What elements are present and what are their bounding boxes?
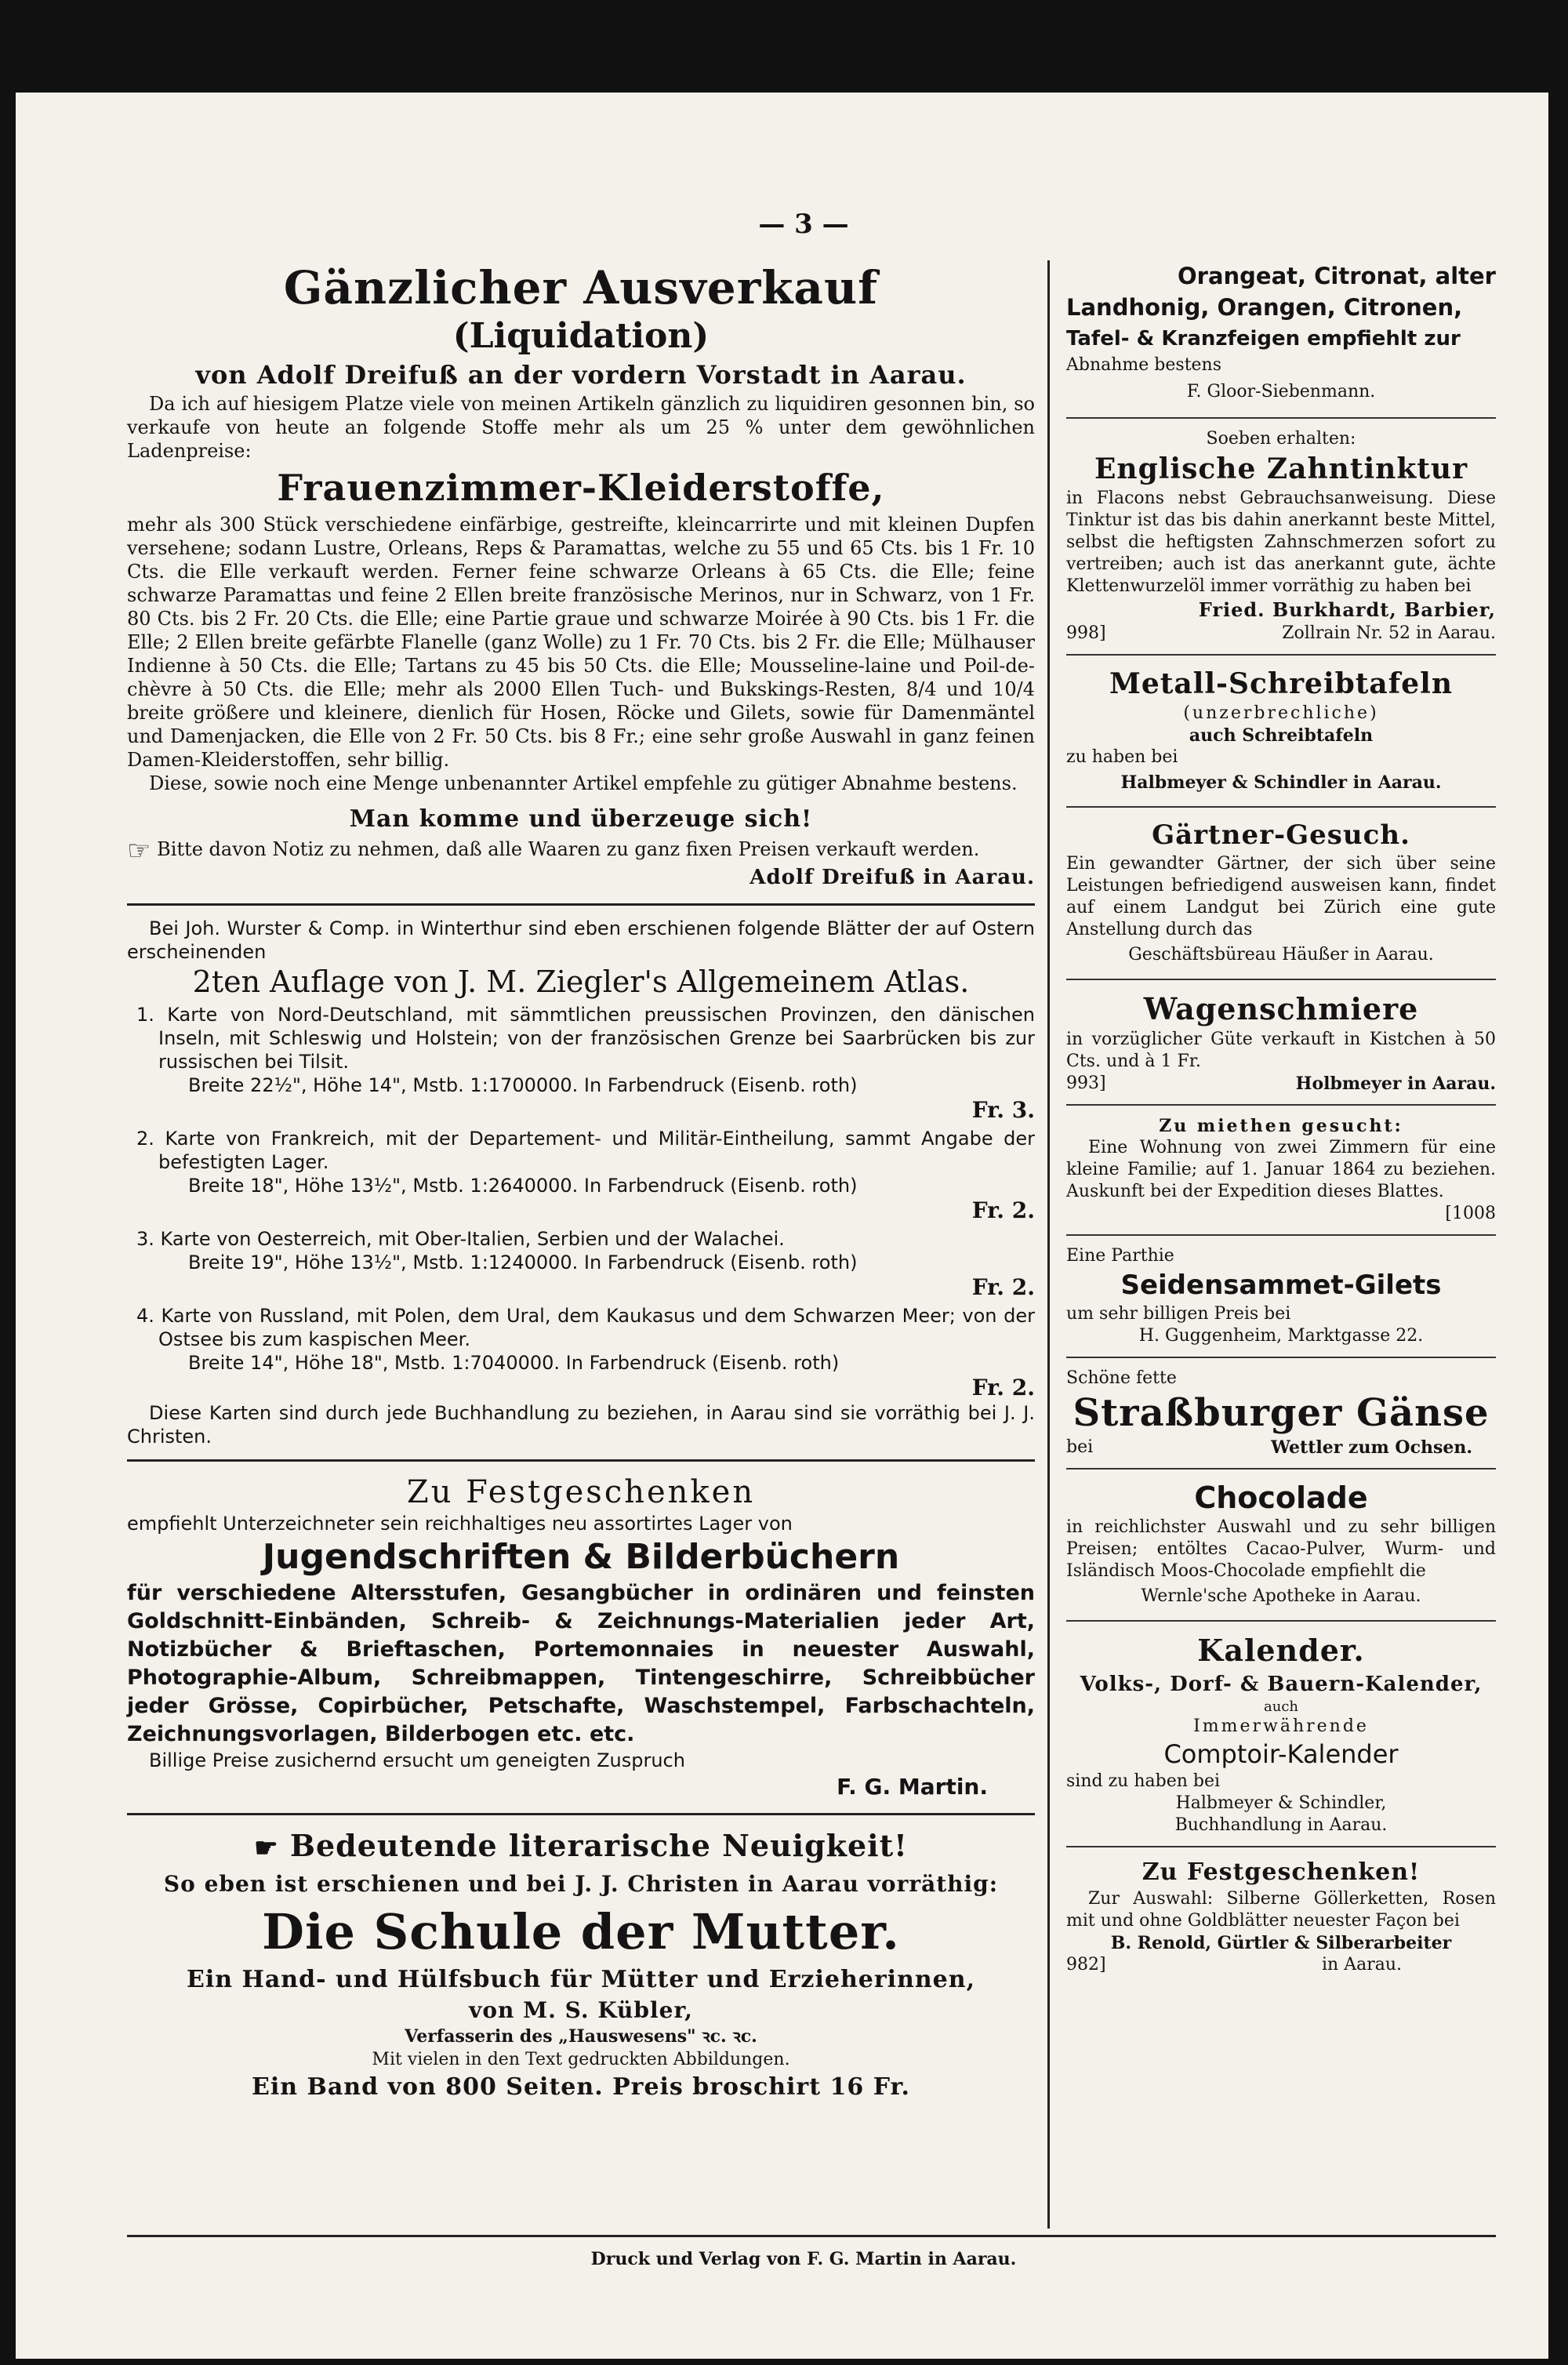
schreibtafeln-line2: zu haben bei bbox=[1066, 747, 1178, 767]
festgeschenke-number: 982] bbox=[1066, 1955, 1106, 1974]
wagenschmiere-body: in vorzüglicher Güte verkauft in Kistchen à 50 Cts. und à 1 Fr. bbox=[1066, 1030, 1496, 1071]
gilets-intro: Eine Parthie bbox=[1066, 1246, 1174, 1266]
kalender-line3: Immerwährende bbox=[1193, 1717, 1369, 1736]
zahntinktur-signature: Fried. Burkhardt, Barbier, bbox=[1198, 598, 1496, 621]
orangeat-line4: Abnahme bestens bbox=[1066, 355, 1222, 375]
festgeschenke-title: Zu Festgeschenken! bbox=[1142, 1858, 1421, 1886]
right-column bbox=[1066, 260, 1496, 1976]
atlas-item bbox=[127, 1003, 1035, 1124]
pointing-hand-icon: ☛ bbox=[254, 1833, 279, 1864]
book-intro: So eben ist erschienen und bei J. J. Christen in Aarau vorräthig: bbox=[163, 1871, 999, 1897]
liquidation-subtitle: (Liquidation) bbox=[452, 316, 710, 356]
atlas-item bbox=[127, 1127, 1035, 1224]
pointing-hand-icon: ☞ bbox=[127, 834, 151, 866]
book-title: Die Schule der Mutter. bbox=[262, 1903, 900, 1960]
gilets-title: Seidensammet-Gilets bbox=[1120, 1270, 1442, 1301]
gaertner-body: Ein gewandter Gärtner, der sich über seine Leistungen befriedigend ausweisen kann, findet auf einem Landgut bei Zürich eine gute Anstellung durch das bbox=[1066, 854, 1496, 939]
atlas-item-text: 2. Karte von Frankreich, mit der Departement- und Militär-Eintheilung, sammt Angabe der befestigten Lager. bbox=[136, 1127, 1035, 1173]
ad-liquidation bbox=[127, 260, 1035, 892]
zahntinktur-intro: Soeben erhalten: bbox=[1206, 429, 1356, 449]
gilets-body: um sehr billigen Preis bei bbox=[1066, 1304, 1291, 1324]
zahntinktur-title: Englische Zahntinktur bbox=[1094, 452, 1468, 485]
atlas-item-text: 1. Karte von Nord-Deutschland, mit sämmtlichen preussischen Provinzen, den dänischen Inseln, mit Schleswig und Holstein; von der französischen Grenze bei Saarbrücken bis zur russischen bei Tilsit. bbox=[136, 1003, 1035, 1073]
liquidation-body: mehr als 300 Stück verschiedene einfärbige, gestreifte, kleincarrirte und mit kleinen Dupfen versehene; sodann Lustre, Orleans, Reps & Paramattas, welche zu 55 und 65 Cts. bis 1 Fr. 10 Cts. die Elle verkauft werden. Ferner feine schwarze Orleans à 65 Cts. die Elle; feine schwarze Paramattas und feine 2 Ellen breite französische Merinos, nur in Schwarz, von 1 Fr. 80 Cts. bis 2 Fr. 20 Cts. die Elle; eine Partie graue und schwarze Moirée à 90 Cts. bis 1 Fr. die Elle; 2 Ellen breite gefärbte Flanelle (ganz Wolle) zu 1 Fr. 70 Cts. bis 2 Fr. die Elle; Mülhauser Indienne à 50 Cts. die Elle; Tartans zu 45 bis 50 Cts. die Elle; Mousseline-laine und Poil-de-chèvre à 50 Cts. die Elle; mehr als 2000 Ellen Tuch- und Bukskings-Resten, 8/4 und 10/4 breite größere und kleinere, dienlich für Hosen, Röcke und Gilets, sowie für Damenmäntel und Damenjacken, die Elle von 2 Fr. 50 Cts. bis 8 Fr.; eine sehr große Auswahl in ganz feinen Damen-Kleiderstoffen, sehr billig. bbox=[127, 514, 1035, 771]
chocolade-title: Chocolade bbox=[1194, 1480, 1368, 1515]
atlas-item bbox=[127, 1304, 1035, 1401]
gifts-intro: empfiehlt Unterzeichneter sein reichhaltiges neu assortirtes Lager von bbox=[127, 1512, 793, 1535]
ad-book bbox=[127, 1826, 1035, 2104]
ad-kalender bbox=[1066, 1631, 1496, 1836]
zahntinktur-body: in Flacons nebst Gebrauchsanweisung. Diese Tinktur ist das bis dahin anerkannt beste Mittel, selbst die heftigsten Zahnschmerzen sofort zu vertreiben; auch ist das anerkannt gute, ächte Klettenwurzelöl immer vorräthig zu haben bei bbox=[1066, 489, 1496, 596]
gaertner-title: Gärtner-Gesuch. bbox=[1152, 819, 1410, 851]
atlas-item-spec: Breite 14", Höhe 18", Mstb. 1:7040000. In Farbendruck (Eisenb. roth) bbox=[188, 1351, 840, 1374]
zahntinktur-address: Zollrain Nr. 52 in Aarau. bbox=[1282, 623, 1496, 643]
gaense-prefix: bei bbox=[1066, 1437, 1094, 1457]
atlas-intro: Bei Joh. Wurster & Comp. in Winterthur sind eben erschienen folgende Blätter der auf Ostern erscheinenden bbox=[127, 917, 1035, 963]
chocolade-signature: Wernle'sche Apotheke in Aarau. bbox=[1141, 1586, 1421, 1606]
gaense-intro: Schöne fette bbox=[1066, 1368, 1177, 1388]
atlas-item-price: Fr. 2. bbox=[971, 1273, 1035, 1300]
atlas-item-text: 4. Karte von Russland, mit Polen, dem Ural, dem Kaukasus und dem Schwarzen Meer; von der Ostsee bis zum kaspischen Meer. bbox=[136, 1304, 1035, 1350]
wagenschmiere-number: 993] bbox=[1066, 1074, 1106, 1093]
ad-wohnung bbox=[1066, 1115, 1496, 1225]
divider bbox=[1066, 979, 1496, 980]
orangeat-line1: Orangeat, Citronat, alter bbox=[1178, 263, 1496, 289]
liquidation-closing: Diese, sowie noch eine Menge unbenannter Artikel empfehle zu gütiger Abnahme bestens. bbox=[149, 772, 1018, 794]
divider bbox=[1066, 1846, 1496, 1847]
atlas-title: 2ten Auflage von J. M. Ziegler's Allgemeinem Atlas. bbox=[192, 964, 970, 999]
gifts-heading: Jugendschriften & Bilderbüchern bbox=[262, 1536, 900, 1577]
book-author-note: Verfasserin des „Hauswesens" ꝛc. ꝛc. bbox=[405, 2026, 757, 2047]
gaense-title: Straßburger Gänse bbox=[1073, 1391, 1490, 1435]
ad-orangeat bbox=[1066, 260, 1496, 408]
ad-gaense bbox=[1066, 1368, 1496, 1459]
atlas-item-spec: Breite 18", Höhe 13½", Mstb. 1:2640000. In Farbendruck (Eisenb. roth) bbox=[188, 1174, 858, 1197]
schreibtafeln-subtitle: (unzerbrechliche) bbox=[1183, 703, 1379, 723]
liquidation-notice: Bitte davon Notiz zu nehmen, daß alle Waaren zu ganz fixen Preisen verkauft werden. bbox=[157, 838, 980, 860]
atlas-item-spec: Breite 19", Höhe 13½", Mstb. 1:1240000. In Farbendruck (Eisenb. roth) bbox=[188, 1251, 858, 1273]
divider bbox=[1066, 1104, 1496, 1106]
ad-wagenschmiere bbox=[1066, 990, 1496, 1095]
kalender-line5: sind zu haben bei bbox=[1066, 1771, 1221, 1791]
liquidation-heading: Frauenzimmer-Kleiderstoffe, bbox=[277, 467, 885, 509]
divider bbox=[1066, 1620, 1496, 1622]
festgeschenke-signature: B. Renold, Gürtler & Silberarbeiter bbox=[1110, 1933, 1452, 1953]
chocolade-body: in reichlichster Auswahl und zu sehr billigen Preisen; entöltes Cacao-Pulver, Wurm- und Isländisch Moos-Chocolade empfiehlt die bbox=[1066, 1517, 1496, 1581]
schreibtafeln-line: auch Schreibtafeln bbox=[1189, 725, 1374, 746]
gifts-title: Zu Festgeschenken bbox=[406, 1473, 756, 1510]
ad-festgeschenke bbox=[1066, 1857, 1496, 1976]
liquidation-byline: von Adolf Dreifuß an der vordern Vorstadt in Aarau. bbox=[195, 360, 967, 390]
atlas-item bbox=[127, 1227, 1035, 1301]
book-headline: Bedeutende literarische Neuigkeit! bbox=[289, 1827, 908, 1863]
schreibtafeln-signature: Halbmeyer & Schindler in Aarau. bbox=[1120, 772, 1442, 793]
divider bbox=[1066, 1468, 1496, 1469]
footer-divider bbox=[127, 2235, 1496, 2237]
kalender-line2: auch bbox=[1264, 1698, 1298, 1715]
festgeschenke-address: in Aarau. bbox=[1322, 1955, 1402, 1974]
gifts-body: für verschiedene Altersstufen, Gesangbücher in ordinären und feinsten Goldschnitt-Einbänden, Schreib- & Zeichnungs-Materialien jeder Art, Notizbücher & Brieftaschen, Portemonnaies in neuester Auswahl, Photographie-Album, Schreibmappen, Tintengeschirre, Schreibbücher jeder Grösse, Copirbücher, Petschafte, Waschstempel, Farbschachteln, Zeichnungsvorlagen, Bilderbogen etc. etc. bbox=[127, 1580, 1035, 1746]
orangeat-line2: Landhonig, Orangen, Citronen, bbox=[1066, 294, 1463, 321]
zahntinktur-number: 998] bbox=[1066, 623, 1106, 643]
left-column bbox=[127, 260, 1035, 2103]
wagenschmiere-signature: Holbmeyer in Aarau. bbox=[1295, 1074, 1496, 1094]
atlas-item-price: Fr. 3. bbox=[971, 1096, 1035, 1123]
divider bbox=[1066, 806, 1496, 808]
atlas-item-spec: Breite 22½", Höhe 14", Mstb. 1:1700000. In Farbendruck (Eisenb. roth) bbox=[188, 1074, 858, 1096]
book-price: Ein Band von 800 Seiten. Preis broschirt 16 Fr. bbox=[251, 2073, 910, 2101]
schreibtafeln-title: Metall-Schreibtafeln bbox=[1109, 667, 1453, 700]
atlas-item-price: Fr. 2. bbox=[971, 1374, 1035, 1400]
divider bbox=[127, 1813, 1035, 1815]
ad-zahntinktur bbox=[1066, 428, 1496, 645]
kalender-line4: Comptoir-Kalender bbox=[1163, 1739, 1399, 1769]
kalender-signature2: Buchhandlung in Aarau. bbox=[1174, 1815, 1388, 1835]
divider bbox=[1066, 654, 1496, 656]
festgeschenke-body: Zur Auswahl: Silberne Göllerketten, Rosen mit und ohne Goldblätter neuester Façon bei bbox=[1066, 1889, 1496, 1931]
ad-gaertner bbox=[1066, 817, 1496, 969]
liquidation-title: Gänzlicher Ausverkauf bbox=[283, 261, 879, 314]
gilets-signature: H. Guggenheim, Marktgasse 22. bbox=[1138, 1326, 1424, 1346]
gaertner-signature: Geschäftsbüreau Häußer in Aarau. bbox=[1128, 945, 1434, 965]
ad-chocolade bbox=[1066, 1479, 1496, 1611]
ad-gifts bbox=[127, 1473, 1035, 1802]
divider bbox=[1066, 417, 1496, 419]
orangeat-line3: Tafel- & Kranzfeigen empfiehlt zur bbox=[1066, 327, 1461, 351]
divider bbox=[127, 903, 1035, 906]
wohnung-body: Eine Wohnung von zwei Zimmern für eine kleine Familie; auf 1. Januar 1864 zu beziehen. Auskunft bei der Expedition dieses Blattes. bbox=[1066, 1138, 1496, 1201]
atlas-item-text: 3. Karte von Oesterreich, mit Ober-Italien, Serbien und der Walachei. bbox=[136, 1227, 785, 1250]
ad-schreibtafeln bbox=[1066, 665, 1496, 797]
divider bbox=[1066, 1357, 1496, 1358]
atlas-item-price: Fr. 2. bbox=[971, 1197, 1035, 1223]
page-content bbox=[110, 118, 1497, 2329]
divider bbox=[127, 1459, 1035, 1462]
book-illustrations: Mit vielen in den Text gedruckten Abbildungen. bbox=[372, 2050, 790, 2069]
atlas-footer: Diese Karten sind durch jede Buchhandlung zu beziehen, in Aarau sind sie vorräthig bei J. J. Christen. bbox=[127, 1401, 1035, 1448]
gifts-signature: F. G. Martin. bbox=[837, 1773, 988, 1800]
gifts-closing: Billige Preise zusichernd ersucht um geneigten Zuspruch bbox=[149, 1749, 685, 1771]
book-author: von M. S. Kübler, bbox=[469, 1997, 693, 2023]
kalender-title: Kalender. bbox=[1197, 1633, 1365, 1668]
kalender-signature: Halbmeyer & Schindler, bbox=[1175, 1793, 1387, 1813]
divider bbox=[1066, 1234, 1496, 1236]
column-divider bbox=[1047, 260, 1050, 2229]
book-subtitle: Ein Hand- und Hülfsbuch für Mütter und Erzieherinnen, bbox=[186, 1966, 976, 1993]
ad-atlas bbox=[127, 917, 1035, 1448]
gaense-signature: Wettler zum Ochsen. bbox=[1271, 1437, 1472, 1458]
liquidation-slogan: Man komme und überzeuge sich! bbox=[349, 805, 813, 833]
page-number: — 3 — bbox=[758, 209, 849, 240]
liquidation-intro: Da ich auf hiesigem Platze viele von meinen Artikeln gänzlich zu liquidiren gesonnen bin, so verkaufe von heute an folgende Stoffe mehr als um 25 % unter dem gewöhnlichen Ladenpreise: bbox=[127, 393, 1035, 462]
wohnung-title: Zu miethen gesucht: bbox=[1159, 1116, 1403, 1136]
liquidation-signature: Adolf Dreifuß in Aarau. bbox=[750, 865, 1035, 889]
wohnung-number: [1008 bbox=[1445, 1204, 1496, 1223]
imprint: Druck und Verlag von F. G. Martin in Aarau. bbox=[590, 2249, 1017, 2269]
orangeat-signature: F. Gloor-Siebenmann. bbox=[1186, 382, 1376, 401]
kalender-line1: Volks-, Dorf- & Bauern-Kalender, bbox=[1080, 1673, 1483, 1696]
ad-gilets bbox=[1066, 1245, 1496, 1347]
wagenschmiere-title: Wagenschmiere bbox=[1143, 991, 1419, 1026]
